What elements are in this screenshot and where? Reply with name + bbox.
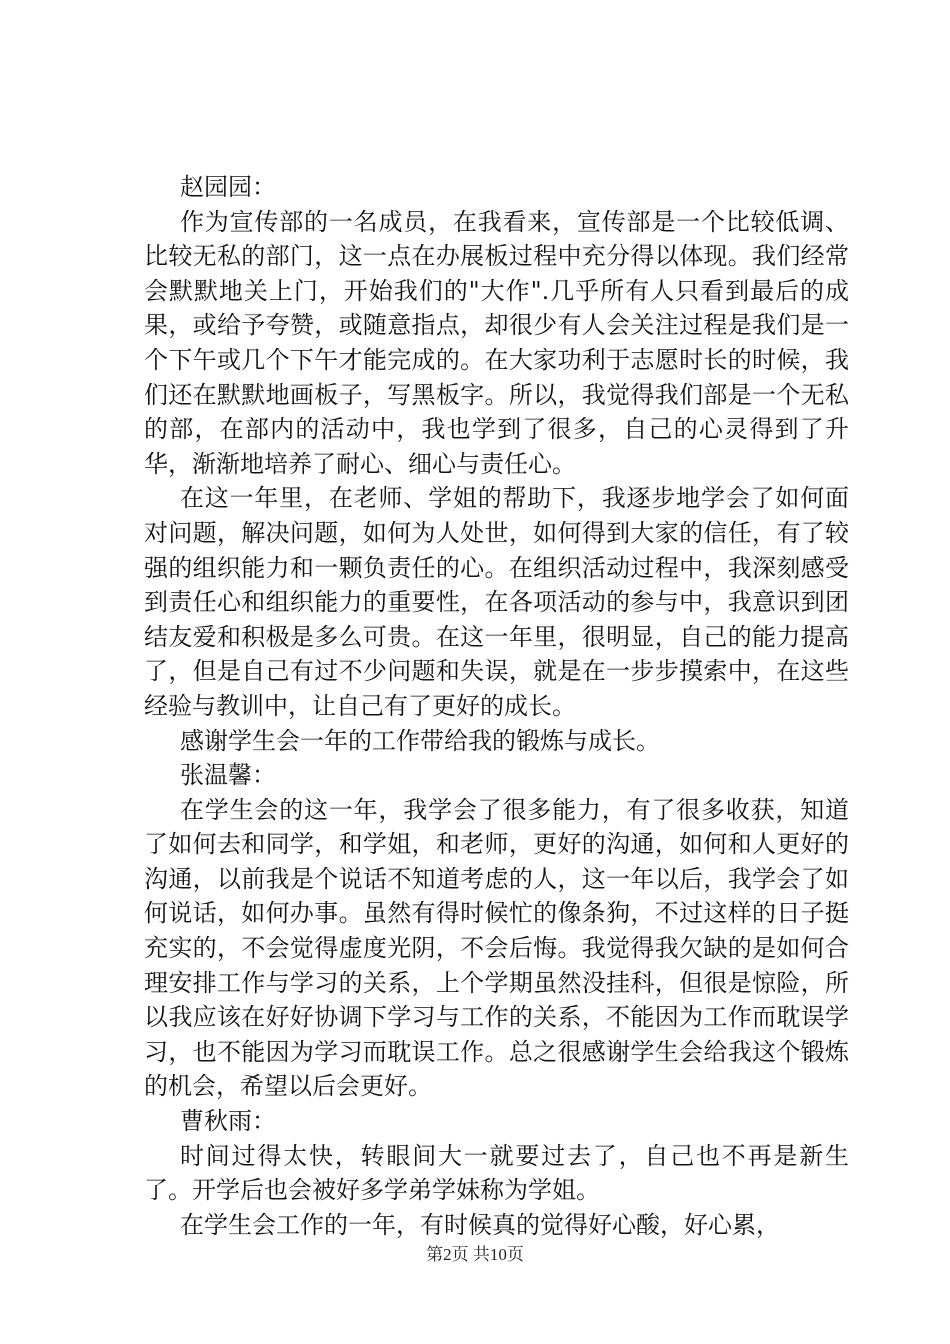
paragraph: 时间过得太快，转眼间大一就要过去了，自己也不再是新生了。开学后也会被好多学弟学妹称为学姐。 — [144, 1141, 849, 1205]
speaker-name: 赵园园： — [180, 173, 276, 201]
document-body — [144, 170, 849, 1242]
paragraph: 作为宣传部的一名成员，在我看来，宣传部是一个比较低调、比较无私的部门，这一点在办展板过程中充分得以体现。我们经常会默默地关上门，开始我们的"大作".几乎所有人只看到最后的成果，或给予夸赞，或随意指点，却很少有人会关注过程是我们是一个下午或几个下午才能完成的。在大家功利于志愿时长的时候，我们还在默默地画板子，写黑板字。所以，我觉得我们部是一个无私的部，在部内的活动中，我也学到了很多，自己的心灵得到了升华，渐渐地培养了耐心、细心与责任心。 — [144, 207, 849, 478]
page-footer: 第2页 共10页 — [426, 1245, 524, 1264]
paragraph: 感谢学生会一年的工作带给我的锻炼与成长。 — [180, 726, 660, 755]
paragraph: 在学生会的这一年，我学会了很多能力，有了很多收获，知道了如何去和同学，和学姐，和老师，更好的沟通，如何和人更好的沟通，以前我是个说话不知道考虑的人，这一年以后，我学会了如何说话，如何办事。虽然有得时候忙的像条狗，不过这样的日子挺充实的，不会觉得虚度光阴，不会后悔。我觉得我欠缺的是如何合理安排工作与学习的关系，上个学期虽然没挂科，但很是惊险，所以我应该在好好协调下学习与工作的关系，不能因为工作而耽误学习，也不能因为学习而耽误工作。总之很感谢学生会给我这个锻炼的机会，希望以后会更好。 — [144, 795, 849, 1101]
speaker-name: 曹秋雨： — [180, 1107, 276, 1136]
paragraph: 在学生会工作的一年，有时候真的觉得好心酸，好心累， — [180, 1210, 780, 1239]
speaker-name: 张温馨： — [180, 761, 276, 790]
paragraph: 在这一年里，在老师、学姐的帮助下，我逐步地学会了如何面对问题，解决问题，如何为人处世，如何得到大家的信任，有了较强的组织能力和一颗负责任的心。在组织活动过程中，我深刻感受到责任心和组织能力的重要性，在各项活动的参与中，我意识到团结友爱和积极是多么可贵。在这一年里，很明显，自己的能力提高了，但是自己有过不少问题和失误，就是在一步步摸索中，在这些经验与教训中，让自己有了更好的成长。 — [144, 484, 849, 720]
